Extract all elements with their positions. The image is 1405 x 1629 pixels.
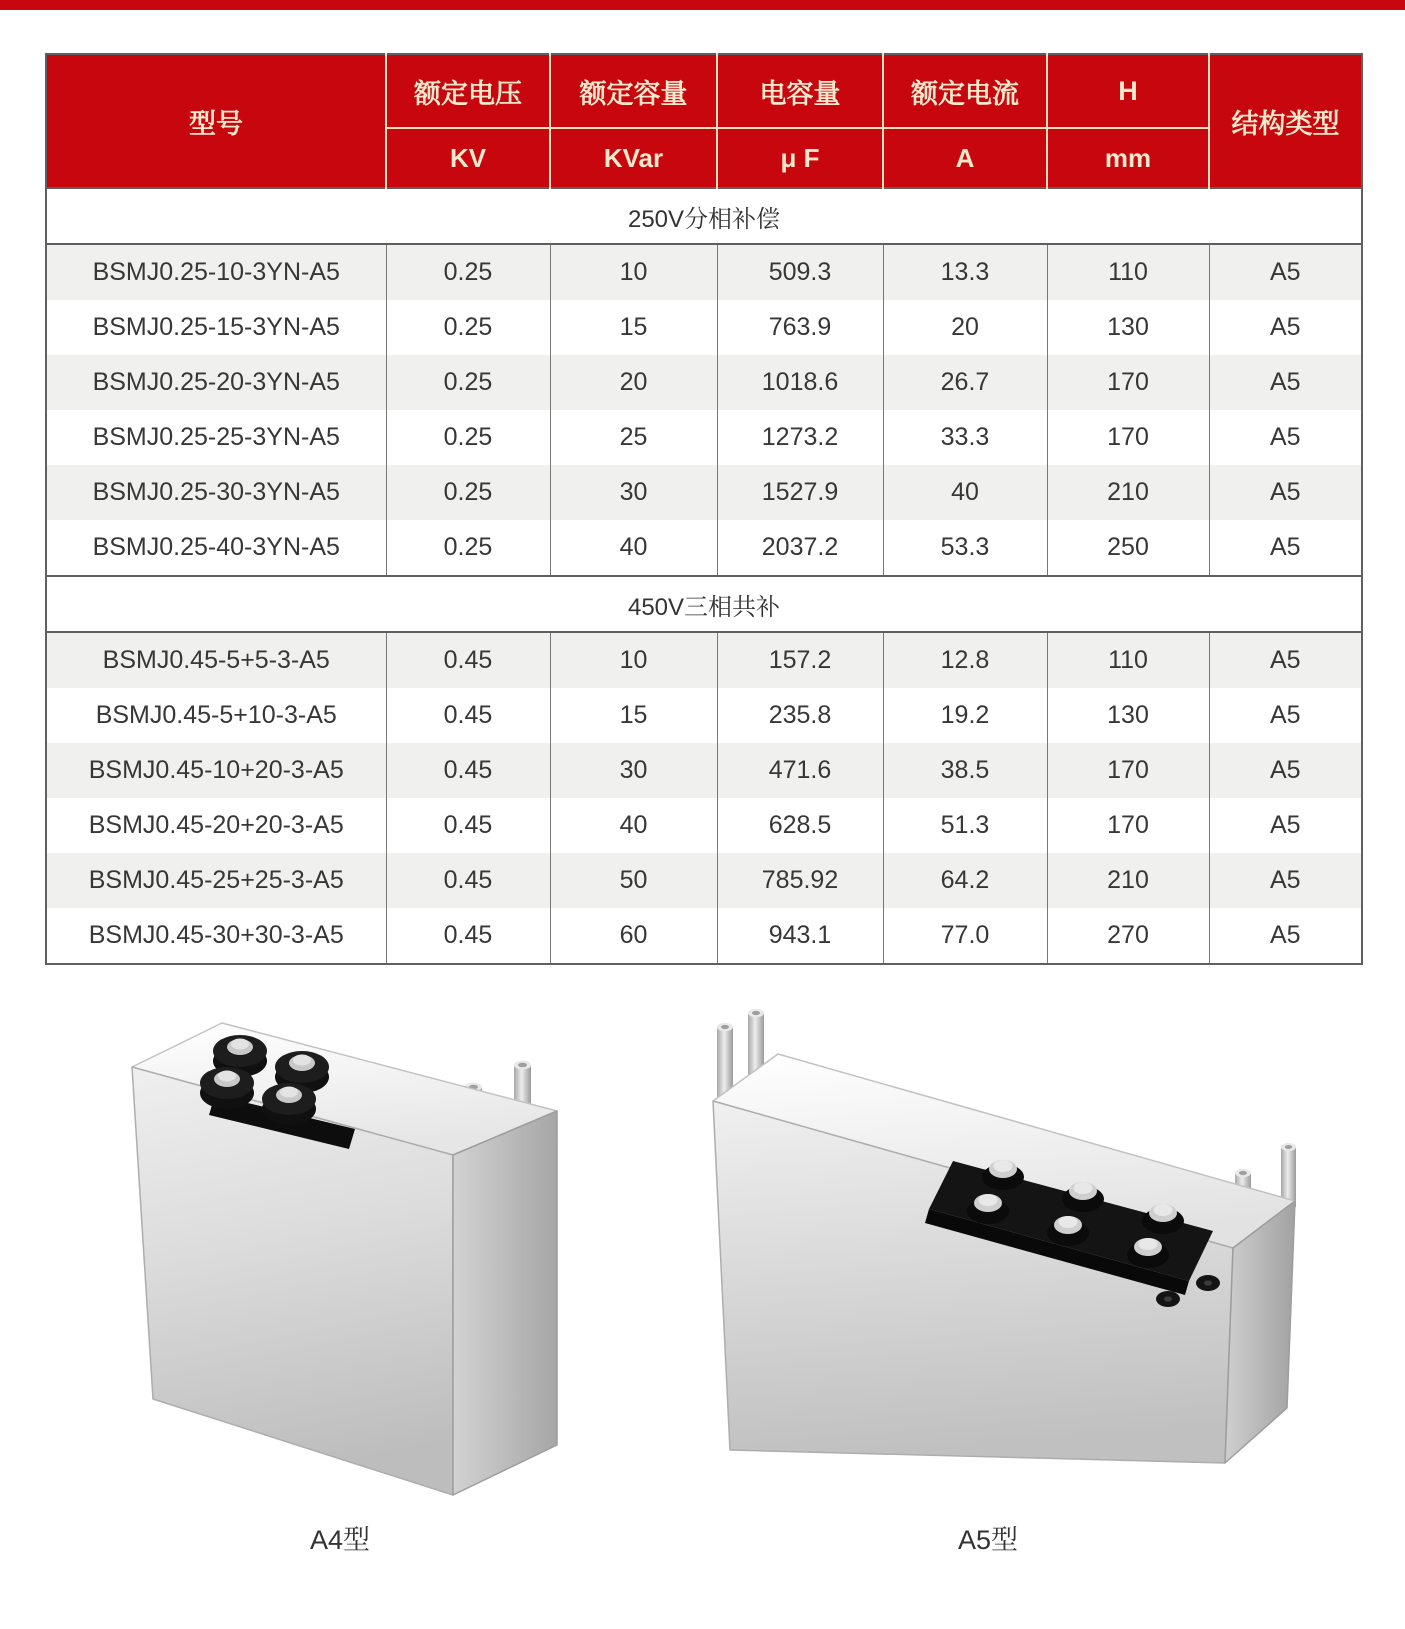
header-unit-a: A bbox=[883, 128, 1047, 188]
cell-value: 30 bbox=[550, 743, 717, 798]
cell-value: A5 bbox=[1209, 520, 1362, 576]
cell-value: 170 bbox=[1047, 743, 1209, 798]
cell-value: 785.92 bbox=[717, 853, 883, 908]
cell-value: 157.2 bbox=[717, 632, 883, 688]
cell-model: BSMJ0.25-25-3YN-A5 bbox=[46, 410, 386, 465]
cell-value: 235.8 bbox=[717, 688, 883, 743]
cell-value: 130 bbox=[1047, 300, 1209, 355]
cell-value: 270 bbox=[1047, 908, 1209, 964]
cell-model: BSMJ0.25-15-3YN-A5 bbox=[46, 300, 386, 355]
section-header-row bbox=[46, 188, 1362, 244]
cell-model: BSMJ0.25-10-3YN-A5 bbox=[46, 244, 386, 300]
cell-value: 170 bbox=[1047, 798, 1209, 853]
cell-value: 15 bbox=[550, 300, 717, 355]
section-header-row bbox=[46, 576, 1362, 632]
cell-value: A5 bbox=[1209, 743, 1362, 798]
cell-model: BSMJ0.45-5+10-3-A5 bbox=[46, 688, 386, 743]
table-row bbox=[46, 632, 1362, 688]
section-title: 450V三相共补 bbox=[46, 576, 1362, 632]
table-row bbox=[46, 410, 1362, 465]
table-row bbox=[46, 244, 1362, 300]
cell-value: 1273.2 bbox=[717, 410, 883, 465]
cell-value: 763.9 bbox=[717, 300, 883, 355]
cell-value: 38.5 bbox=[883, 743, 1047, 798]
cell-value: 0.25 bbox=[386, 465, 550, 520]
cell-value: 64.2 bbox=[883, 853, 1047, 908]
cell-value: 110 bbox=[1047, 632, 1209, 688]
cell-value: 0.45 bbox=[386, 908, 550, 964]
cell-value: 0.45 bbox=[386, 688, 550, 743]
caption-a5: A5型 bbox=[957, 1525, 1019, 1555]
cell-value: 250 bbox=[1047, 520, 1209, 576]
header-height: H bbox=[1047, 54, 1209, 128]
cell-value: 15 bbox=[550, 688, 717, 743]
cell-value: 0.45 bbox=[386, 853, 550, 908]
product-photo-a5 bbox=[663, 951, 1313, 1478]
cell-value: 628.5 bbox=[717, 798, 883, 853]
cell-value: 30 bbox=[550, 465, 717, 520]
cell-model: BSMJ0.45-20+20-3-A5 bbox=[46, 798, 386, 853]
cell-value: 0.25 bbox=[386, 520, 550, 576]
cell-value: 170 bbox=[1047, 410, 1209, 465]
cell-value: 25 bbox=[550, 410, 717, 465]
cell-value: A5 bbox=[1209, 355, 1362, 410]
cell-value: 0.45 bbox=[386, 632, 550, 688]
header-rated-current: 额定电流 bbox=[883, 54, 1047, 128]
cell-value: A5 bbox=[1209, 688, 1362, 743]
cell-value: 0.25 bbox=[386, 244, 550, 300]
cell-value: 210 bbox=[1047, 465, 1209, 520]
cell-model: BSMJ0.45-30+30-3-A5 bbox=[46, 908, 386, 964]
header-unit-kv: KV bbox=[386, 128, 550, 188]
cell-value: 33.3 bbox=[883, 410, 1047, 465]
cell-value: 471.6 bbox=[717, 743, 883, 798]
cell-value: 40 bbox=[550, 798, 717, 853]
cell-value: 40 bbox=[550, 520, 717, 576]
cell-value: 0.45 bbox=[386, 798, 550, 853]
table-body bbox=[46, 188, 1362, 964]
caption-a4: A4型 bbox=[309, 1525, 371, 1555]
cell-value: A5 bbox=[1209, 798, 1362, 853]
cell-value: 53.3 bbox=[883, 520, 1047, 576]
header-model: 型号 bbox=[46, 54, 386, 188]
cell-value: 12.8 bbox=[883, 632, 1047, 688]
table-row bbox=[46, 300, 1362, 355]
cell-value: A5 bbox=[1209, 908, 1362, 964]
header-rated-capacity: 额定容量 bbox=[550, 54, 717, 128]
table-row bbox=[46, 743, 1362, 798]
cell-value: 60 bbox=[550, 908, 717, 964]
spec-table bbox=[45, 53, 1363, 965]
cell-value: 13.3 bbox=[883, 244, 1047, 300]
header-structure-type: 结构类型 bbox=[1209, 54, 1362, 188]
product-photo-a4 bbox=[115, 983, 565, 1505]
table-row bbox=[46, 853, 1362, 908]
capacitor-a4-illustration bbox=[115, 983, 565, 1505]
cell-value: A5 bbox=[1209, 300, 1362, 355]
cell-value: 0.25 bbox=[386, 300, 550, 355]
top-accent-bar bbox=[0, 0, 1405, 10]
cell-value: 2037.2 bbox=[717, 520, 883, 576]
header-unit-mm: mm bbox=[1047, 128, 1209, 188]
cell-model: BSMJ0.45-10+20-3-A5 bbox=[46, 743, 386, 798]
cell-value: 509.3 bbox=[717, 244, 883, 300]
capacitor-a5-illustration bbox=[663, 951, 1313, 1478]
cell-value: 10 bbox=[550, 632, 717, 688]
cell-model: BSMJ0.25-20-3YN-A5 bbox=[46, 355, 386, 410]
cell-value: 51.3 bbox=[883, 798, 1047, 853]
cell-value: 19.2 bbox=[883, 688, 1047, 743]
cell-value: 10 bbox=[550, 244, 717, 300]
cell-model: BSMJ0.45-25+25-3-A5 bbox=[46, 853, 386, 908]
table-row bbox=[46, 520, 1362, 576]
cell-value: A5 bbox=[1209, 410, 1362, 465]
cell-value: A5 bbox=[1209, 465, 1362, 520]
header-capacitance: 电容量 bbox=[717, 54, 883, 128]
cell-value: A5 bbox=[1209, 244, 1362, 300]
header-unit-kvar: KVar bbox=[550, 128, 717, 188]
table-row bbox=[46, 798, 1362, 853]
capacitor-side-face bbox=[453, 1111, 557, 1495]
cell-value: 0.25 bbox=[386, 355, 550, 410]
section-title: 250V分相补偿 bbox=[46, 188, 1362, 244]
cell-value: 1527.9 bbox=[717, 465, 883, 520]
cell-value: 1018.6 bbox=[717, 355, 883, 410]
cell-value: 40 bbox=[883, 465, 1047, 520]
cell-value: 26.7 bbox=[883, 355, 1047, 410]
cell-value: A5 bbox=[1209, 853, 1362, 908]
table-row bbox=[46, 465, 1362, 520]
cell-model: BSMJ0.25-40-3YN-A5 bbox=[46, 520, 386, 576]
cell-value: 20 bbox=[550, 355, 717, 410]
cell-value: 943.1 bbox=[717, 908, 883, 964]
table-row bbox=[46, 355, 1362, 410]
cell-value: 170 bbox=[1047, 355, 1209, 410]
table-header bbox=[46, 54, 1362, 188]
cell-value: 130 bbox=[1047, 688, 1209, 743]
header-rated-voltage: 额定电压 bbox=[386, 54, 550, 128]
cell-value: 0.45 bbox=[386, 743, 550, 798]
table-row bbox=[46, 688, 1362, 743]
header-unit-uf: μ F bbox=[717, 128, 883, 188]
cell-value: 110 bbox=[1047, 244, 1209, 300]
cell-value: 210 bbox=[1047, 853, 1209, 908]
cell-value: 0.25 bbox=[386, 410, 550, 465]
cell-value: 77.0 bbox=[883, 908, 1047, 964]
cell-value: 50 bbox=[550, 853, 717, 908]
cell-model: BSMJ0.25-30-3YN-A5 bbox=[46, 465, 386, 520]
cell-value: A5 bbox=[1209, 632, 1362, 688]
terminal-stud bbox=[717, 1023, 733, 1097]
cell-value: 20 bbox=[883, 300, 1047, 355]
cell-model: BSMJ0.45-5+5-3-A5 bbox=[46, 632, 386, 688]
